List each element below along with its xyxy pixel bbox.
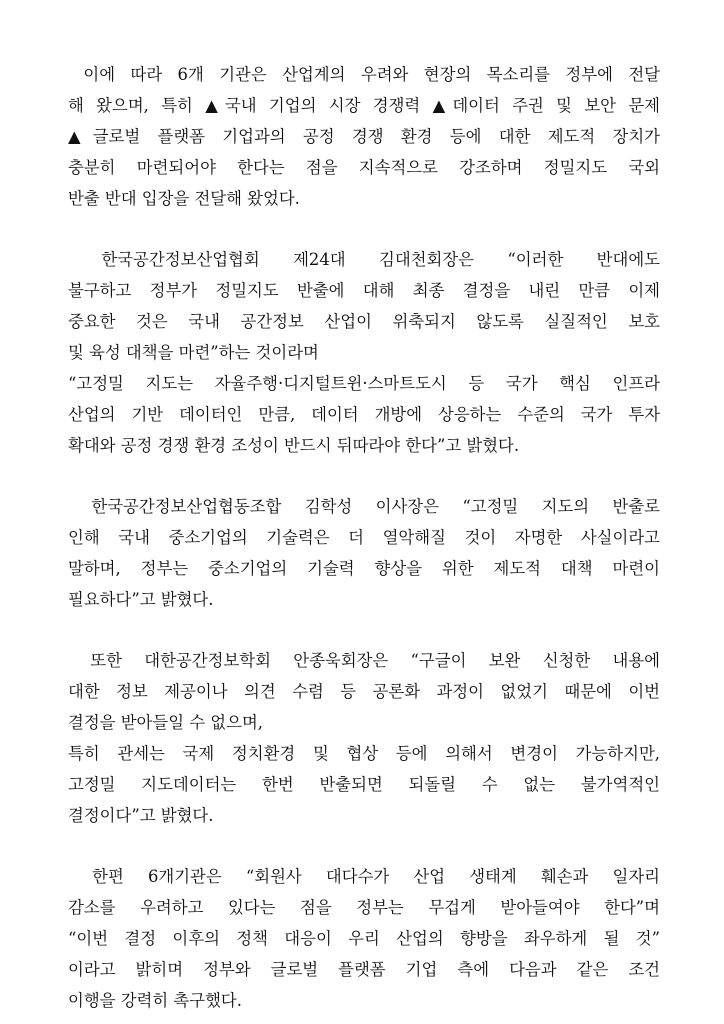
paragraph-gap [68, 615, 660, 645]
paragraph-line: 한국공간정보산업협회 제24대 김대천회장은 “이러한 반대에도 [68, 250, 660, 269]
paragraph-line: 말하며, 정부는 중소기업의 기술력 향상을 위한 제도적 대책 마련이 [68, 559, 660, 578]
paragraph-line: 특히 관세는 국제 정치환경 및 협상 등에 의해서 변경이 가능하지만, [68, 744, 660, 763]
paragraph-2 [68, 244, 660, 461]
paragraph-line: ▲글로벌 플랫폼 기업과의 공정 경쟁 환경 등에 대한 제도적 장치가 [68, 127, 660, 146]
paragraph-line: 이에 따라 6개 기관은 산업계의 우려와 현장의 목소리를 정부에 전달 [68, 65, 660, 84]
paragraph-5 [68, 861, 660, 1016]
paragraph-line: 반출 반대 입장을 전달해 왔었다. [68, 189, 300, 208]
paragraph-line: 한국공간정보산업협동조합 김학성 이사장은 “고정밀 지도의 반출로 [68, 497, 660, 516]
paragraph-line: 고정밀 지도데이터는 한번 반출되면 되돌릴 수 없는 불가역적인 [68, 775, 660, 794]
paragraph-line: 및 육성 대책을 마련”하는 것이라며 [68, 343, 319, 362]
paragraph-gap [68, 831, 660, 861]
paragraph-line: “고정밀 지도는 자율주행·디지털트윈·스마트도시 등 국가 핵심 인프라 [68, 374, 660, 393]
paragraph-line: 해 왔으며, 특히 ▲국내 기업의 시장 경쟁력 ▲데이터 주권 및 보안 문제 [68, 96, 660, 115]
paragraph-3 [68, 491, 660, 615]
paragraph-line: 인해 국내 중소기업의 기술력은 더 열악해질 것이 자명한 사실이라고 [68, 528, 660, 547]
paragraph-line: 이라고 밝히며 정부와 글로벌 플랫폼 기업 측에 다음과 같은 조건 [68, 960, 660, 979]
paragraph-line: 결정을 받아들일 수 없으며, [68, 713, 264, 732]
paragraph-gap [68, 214, 660, 244]
paragraph-line: 또한 대한공간정보학회 안종욱회장은 “구글이 보완 신청한 내용에 [68, 651, 660, 670]
paragraph-line: 필요하다”고 밝혔다. [68, 590, 214, 609]
paragraph-1 [68, 59, 660, 214]
paragraph-gap [68, 461, 660, 491]
paragraph-line: 불구하고 정부가 정밀지도 반출에 대해 최종 결정을 내린 만큼 이제 [68, 281, 660, 300]
paragraph-line: 한편 6개기관은 “회원사 대다수가 산업 생태계 훼손과 일자리 [68, 867, 660, 886]
paragraph-line: 대한 정보 제공이나 의견 수렴 등 공론화 과정이 없었기 때문에 이번 [68, 682, 660, 701]
paragraph-line: 이행을 강력히 촉구했다. [68, 991, 242, 1010]
paragraph-line: “이번 결정 이후의 정책 대응이 우리 산업의 향방을 좌우하게 될 것” [68, 929, 660, 948]
paragraph-line: 확대와 공정 경쟁 환경 조성이 반드시 뒤따라야 한다”고 밝혔다. [68, 436, 520, 455]
paragraph-line: 충분히 마련되어야 한다는 점을 지속적으로 강조하며 정밀지도 국외 [68, 158, 660, 177]
paragraph-line: 결정이다”고 밝혔다. [68, 806, 214, 825]
paragraph-line: 중요한 것은 국내 공간정보 산업이 위축되지 않도록 실질적인 보호 [68, 312, 660, 331]
paragraph-line: 감소를 우려하고 있다는 점을 정부는 무겁게 받아들여야 한다”며 [68, 898, 660, 917]
paragraph-4 [68, 645, 660, 831]
paragraph-line: 산업의 기반 데이터인 만큼, 데이터 개방에 상응하는 수준의 국가 투자 [68, 405, 660, 424]
